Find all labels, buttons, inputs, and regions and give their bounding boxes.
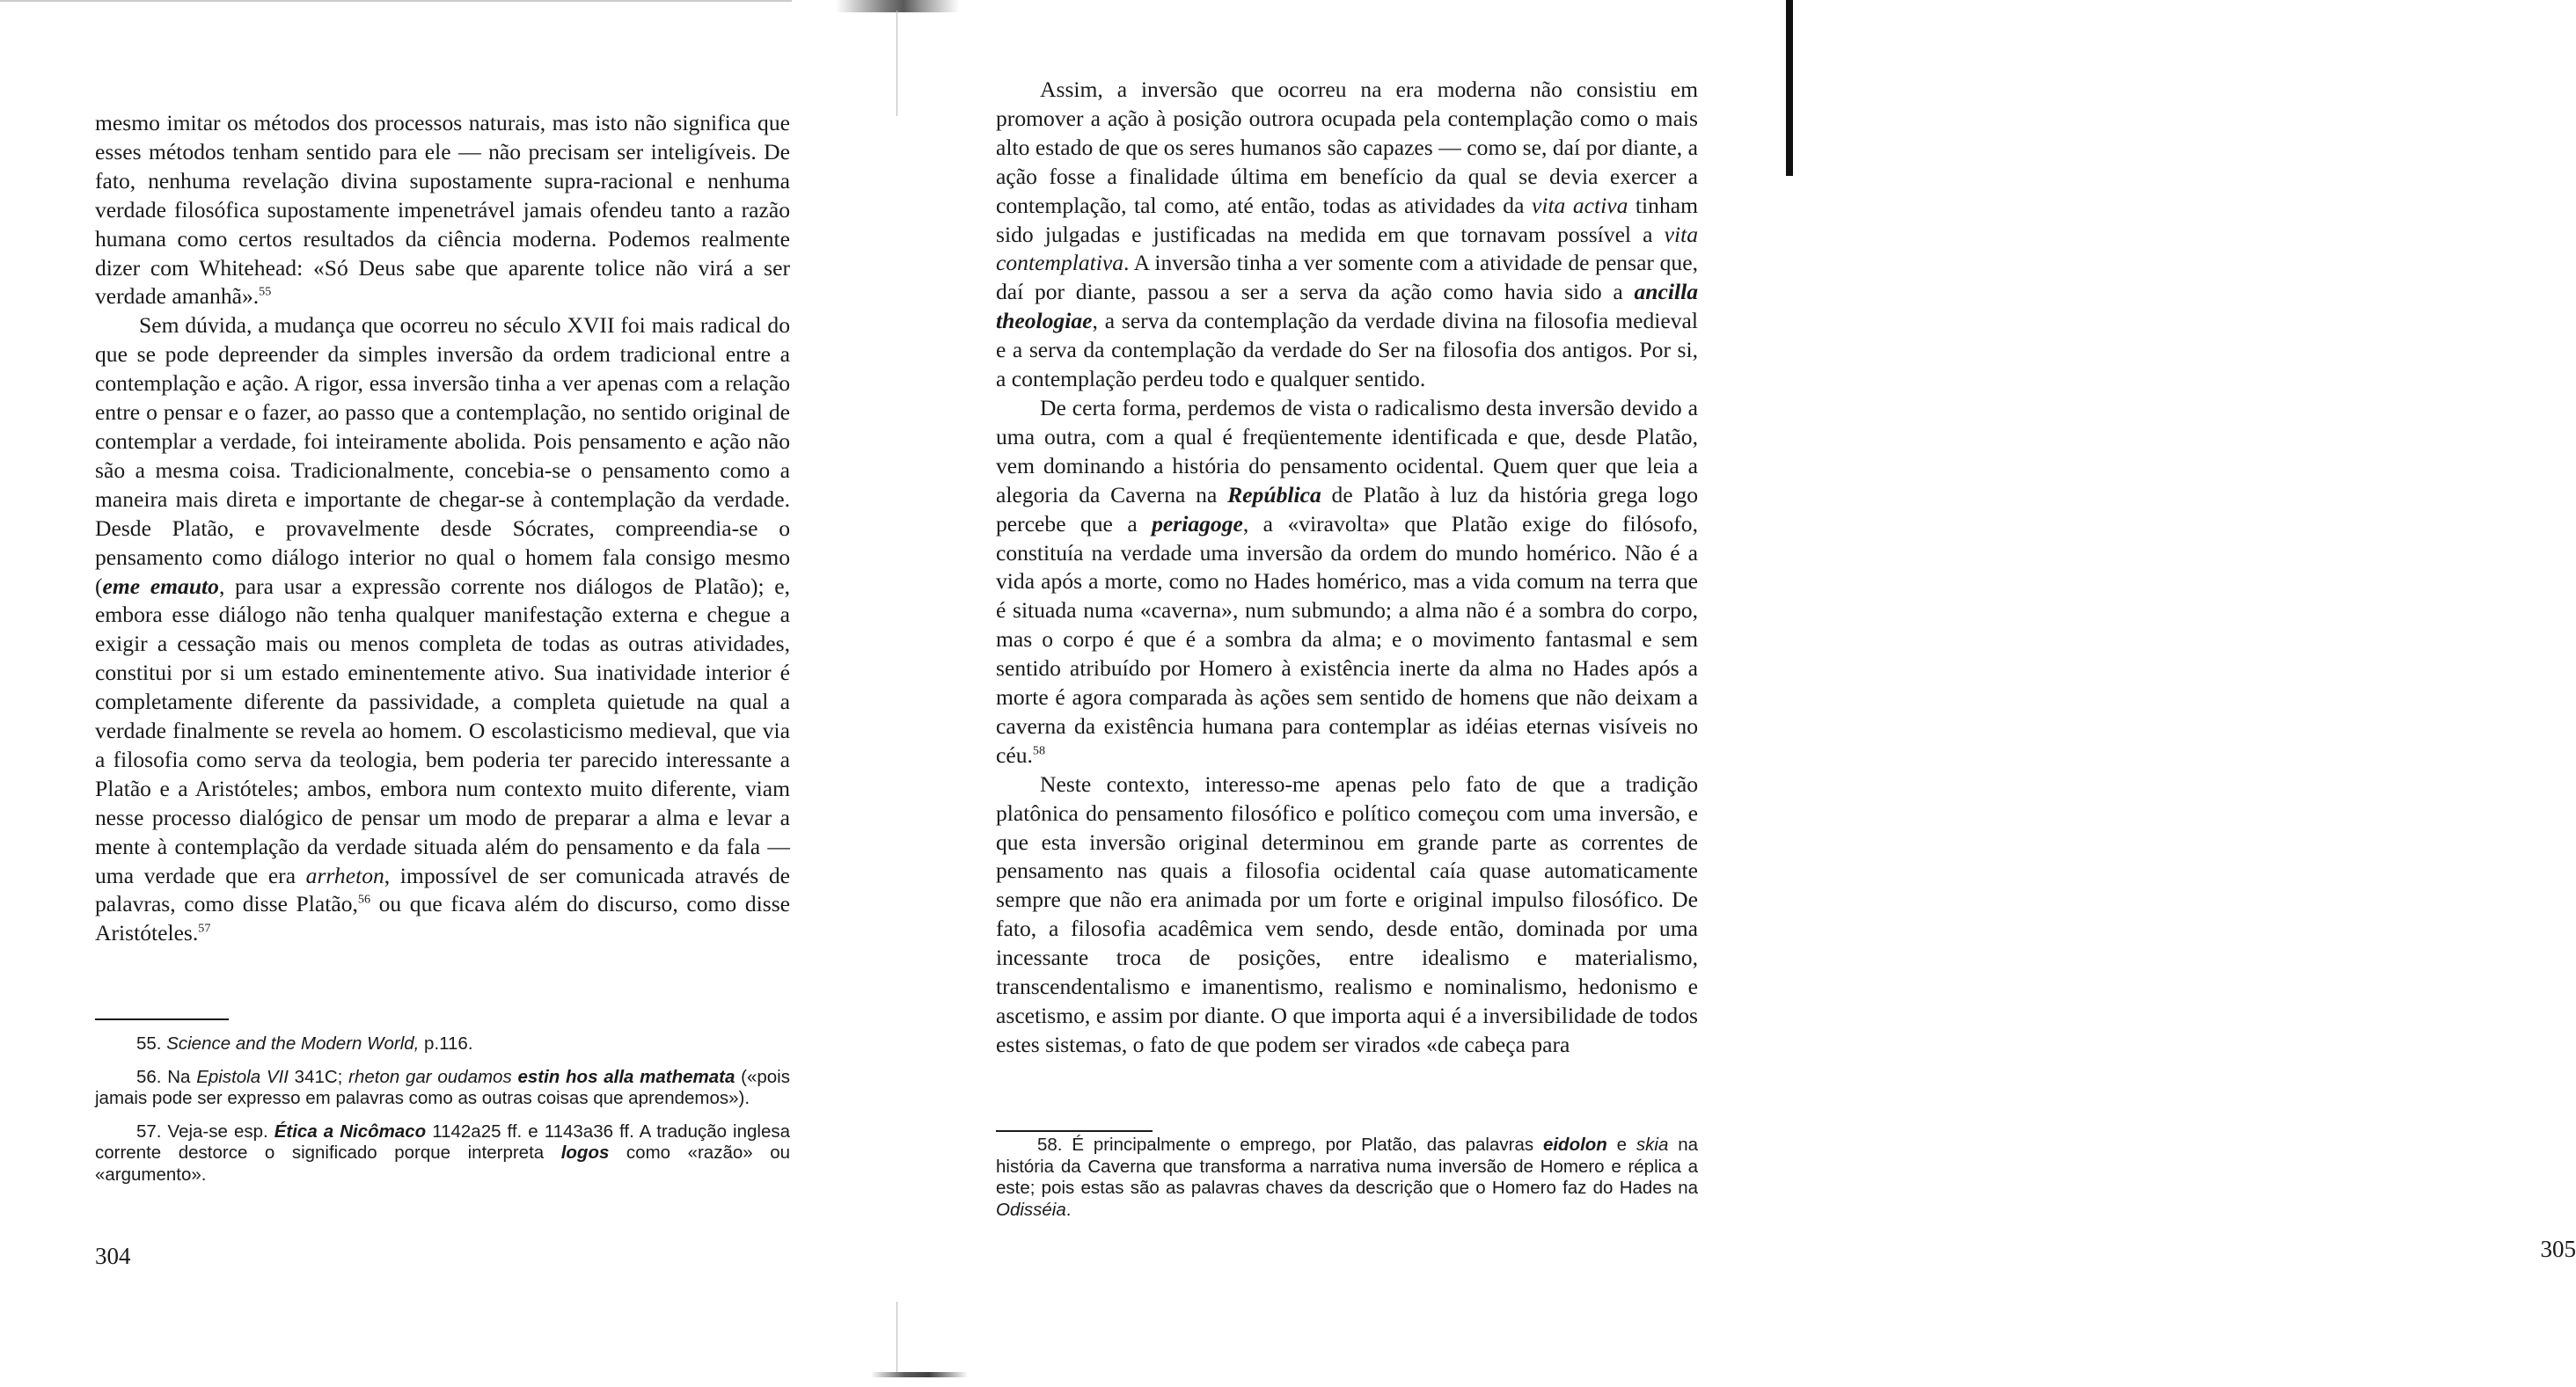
footnote-58 <box>996 1135 1698 1221</box>
paragraph-text: . A inversão tinha a ver somente com a atividade de pensar que, daí por diante, passou a ser a serva da ação como havia sido a <box>996 250 1698 305</box>
paragraph-text: Neste contexto, interesso-me apenas pelo fato de que a tradição platônica do pensamento filosófico e político começou com uma inversão, e que esta inversão original determinou em grande parte as correntes de pensamento nas quais a filosofia ocidental caía quase automaticamente sempre que não era animada por um forte e original impulso filosófico. De fato, a filosofia acadêmica vem sendo, desde então, dominada por uma incessante troca de posições, entre idealismo e materialismo, transcendentalismo e imanentismo, realismo e nominalismo, hedonismo e ascetismo, e assim por diante. O que importa aqui é a inversibilidade de todos estes sistemas, o fato de que podem ser virados «de cabeça para <box>996 770 1698 1057</box>
book-title: República <box>1227 481 1321 507</box>
greek-quote: rheton gar oudamos <box>348 1066 512 1087</box>
footnote-text: . <box>1065 1199 1072 1220</box>
paragraph-text: , impossível de ser comunicada através de palavras, como disse Platão, <box>95 862 790 917</box>
book-title: Ética a Nicômaco <box>274 1121 427 1142</box>
footnote-number: 57. Veja-se esp. <box>136 1121 274 1142</box>
footnote-text: («pois jamais pode ser expresso em palavras como as outras coisas que aprendemos»). <box>95 1066 790 1108</box>
footnote-number: 56. Na <box>136 1066 197 1087</box>
footnote-ref: 56 <box>357 892 370 907</box>
paragraph-text: de Platão à luz da história grega logo percebe que a <box>996 481 1698 537</box>
footnote-divider <box>996 1130 1153 1132</box>
footnote-ref: 55 <box>259 284 272 299</box>
paragraph-text: , a serva da contemplação da verdade divina na filosofia medieval e a serva da contemplação da verdade do Ser na filosofia dos antigos. Por si, a contemplação perdeu todo e qualquer sentido. <box>996 308 1698 392</box>
footnote-56 <box>95 1067 790 1110</box>
footnote-text: p.116. <box>419 1033 473 1054</box>
footnote-text: na história da Caverna que transforma a narrativa numa inversão de Homero e réplica a este; pois estas são as palavras chaves da descrição que o Homero faz do Hades na <box>996 1135 1699 1198</box>
greek-term: skia <box>1636 1135 1669 1155</box>
left-page <box>0 0 880 1387</box>
paragraph-text: , para usar a expressão corrente nos diálogos de Platão); e, embora esse diálogo não tenha qualquer manifestação externa e chegue a exigir a cessação mais ou menos completa de todas as outras atividades, constitui por si um estado eminentemente ativo. Sua inatividade interior é completamente diferente da passividade, a completa quietude na qual a verdade finalmente se revela ao homem. O escolasticismo medieval, que via a filosofia como serva da teologia, bem poderia ter parecido interessante a Platão e a Aristóteles; ambos, embora num contexto muito diferente, viam nesse processo dialógico de pensar um modo de preparar a alma e levar a mente à contemplação da verdade situada além do pensamento e da fala — uma verdade que era <box>95 573 790 888</box>
book-title: Science and the Modern World, <box>166 1033 420 1054</box>
footnote-number: 55. <box>136 1033 162 1054</box>
greek-term: eidolon <box>1542 1135 1607 1155</box>
paragraph-text: ou que ficava além do discurso, como disse Aristóteles. <box>95 891 791 946</box>
paragraph-text: mesmo imitar os métodos dos processos naturais, mas isto não significa que esses métodos tenham sentido para ele — não precisam ser inteligíveis. De fato, nenhuma revelação divina supostamente supra-racional e nenhuma verdade filosófica supostamente impenetrável jamais ofendeu tanto a razão humana como certos resultados da ciência moderna. Podemos realmente dizer com Whitehead: «Só Deus sabe que aparente tolice não virá a ser verdade amanhã». <box>95 110 790 310</box>
book-title: Odisséia <box>996 1199 1066 1220</box>
right-footnotes <box>996 1135 1698 1232</box>
greek-quote: estin hos alla mathemata <box>511 1066 735 1087</box>
page-number: 305 <box>2540 1236 2576 1262</box>
paragraph <box>996 76 1698 394</box>
footnote-text: como «razão» ou «argumento». <box>95 1142 790 1185</box>
paragraph-text: De certa forma, perdemos de vista o radicalismo desta inversão devido a uma outra, com a qual é freqüentemente identificada e que, desde Platão, vem dominando a história do pensamento ocidental. Quem quer que leia a alegoria da Caverna na <box>996 394 1698 507</box>
greek-term: eme emauto <box>102 573 219 599</box>
latin-term: ancilla theologiae <box>996 279 1698 334</box>
left-page-body <box>95 109 790 948</box>
footnote-ref: 58 <box>1032 743 1045 758</box>
greek-term: arrheton <box>305 862 384 888</box>
footnote-text: e <box>1606 1135 1636 1155</box>
footnote-text: 341C; <box>288 1066 349 1087</box>
greek-term: logos <box>560 1142 610 1163</box>
left-footnotes <box>95 1033 790 1197</box>
footnote-57 <box>95 1121 790 1186</box>
paragraph-text: , a «viravolta» que Platão exige do filósofo, constituía na verdade uma inversão da ordem do mundo homérico. Não é a vida após a morte, como no Hades homérico, mas a vida comum na terra que é situada numa «caverna», num submundo; a alma não é a sombra do corpo, mas o corpo é que é a sombra da alma; e o movimento fantasmal e sem sentido atribuído por Homero à existência inerte da alma no Hades após a morte é agora comparada às ações sem sentido de homens que não deixam a caverna da existência humana para contemplar as idéias eternas visíveis no céu. <box>996 510 1698 768</box>
footnote-divider <box>95 1018 229 1020</box>
latin-term: vita contemplativa <box>996 221 1698 276</box>
paragraph <box>95 311 790 948</box>
page-number: 304 <box>95 1243 131 1269</box>
paragraph-text: Sem dúvida, a mudança que ocorreu no século XVII foi mais radical do que se pode depreender da simples inversão da ordem tradicional entre a contemplação e ação. A rigor, essa inversão tinha a ver apenas com a relação entre o pensar e o fazer, ao passo que a contemplação, no sentido original de contemplar a verdade, foi inteiramente abolida. Pois pensamento e ação não são a mesma coisa. Tradicionalmente, concebia-se o pensamento como a maneira mais direta e importante de chegar-se à contemplação da verdade. Desde Platão, e provavelmente desde Sócrates, compreendia-se o pensamento como diálogo interior no qual o homem fala consigo mesmo ( <box>95 312 790 599</box>
right-page-body <box>996 76 1698 1060</box>
right-page <box>880 0 2576 1387</box>
latin-term: vita activa <box>1531 192 1628 218</box>
footnote-text: 1142a25 ff. e 1143a36 ff. A tradução inglesa corrente destorce o significado porque interpreta <box>95 1121 791 1163</box>
footnote-55 <box>95 1033 790 1055</box>
footnote-text: 58. É principalmente o emprego, por Platão, das palavras <box>1037 1135 1543 1155</box>
paragraph <box>95 109 790 311</box>
greek-term: periagoge <box>1152 510 1243 537</box>
paragraph <box>996 394 1698 770</box>
paragraph-text: Assim, a inversão que ocorreu na era moderna não consistiu em promover a ação à posição outrora ocupada pela contemplação como o mais alto estado de que os seres humanos são capazes — como se, daí por diante, a ação fosse a finalidade última em benefício da qual se devia exercer a contemplação, tal como, até então, todas as atividades da <box>996 77 1698 218</box>
paragraph <box>996 770 1698 1060</box>
book-title: Epistola VII <box>196 1066 289 1087</box>
footnote-ref: 57 <box>198 921 211 936</box>
paragraph-text: tinham sido julgadas e justificadas na medida em que tornavam possível a <box>996 192 1699 247</box>
